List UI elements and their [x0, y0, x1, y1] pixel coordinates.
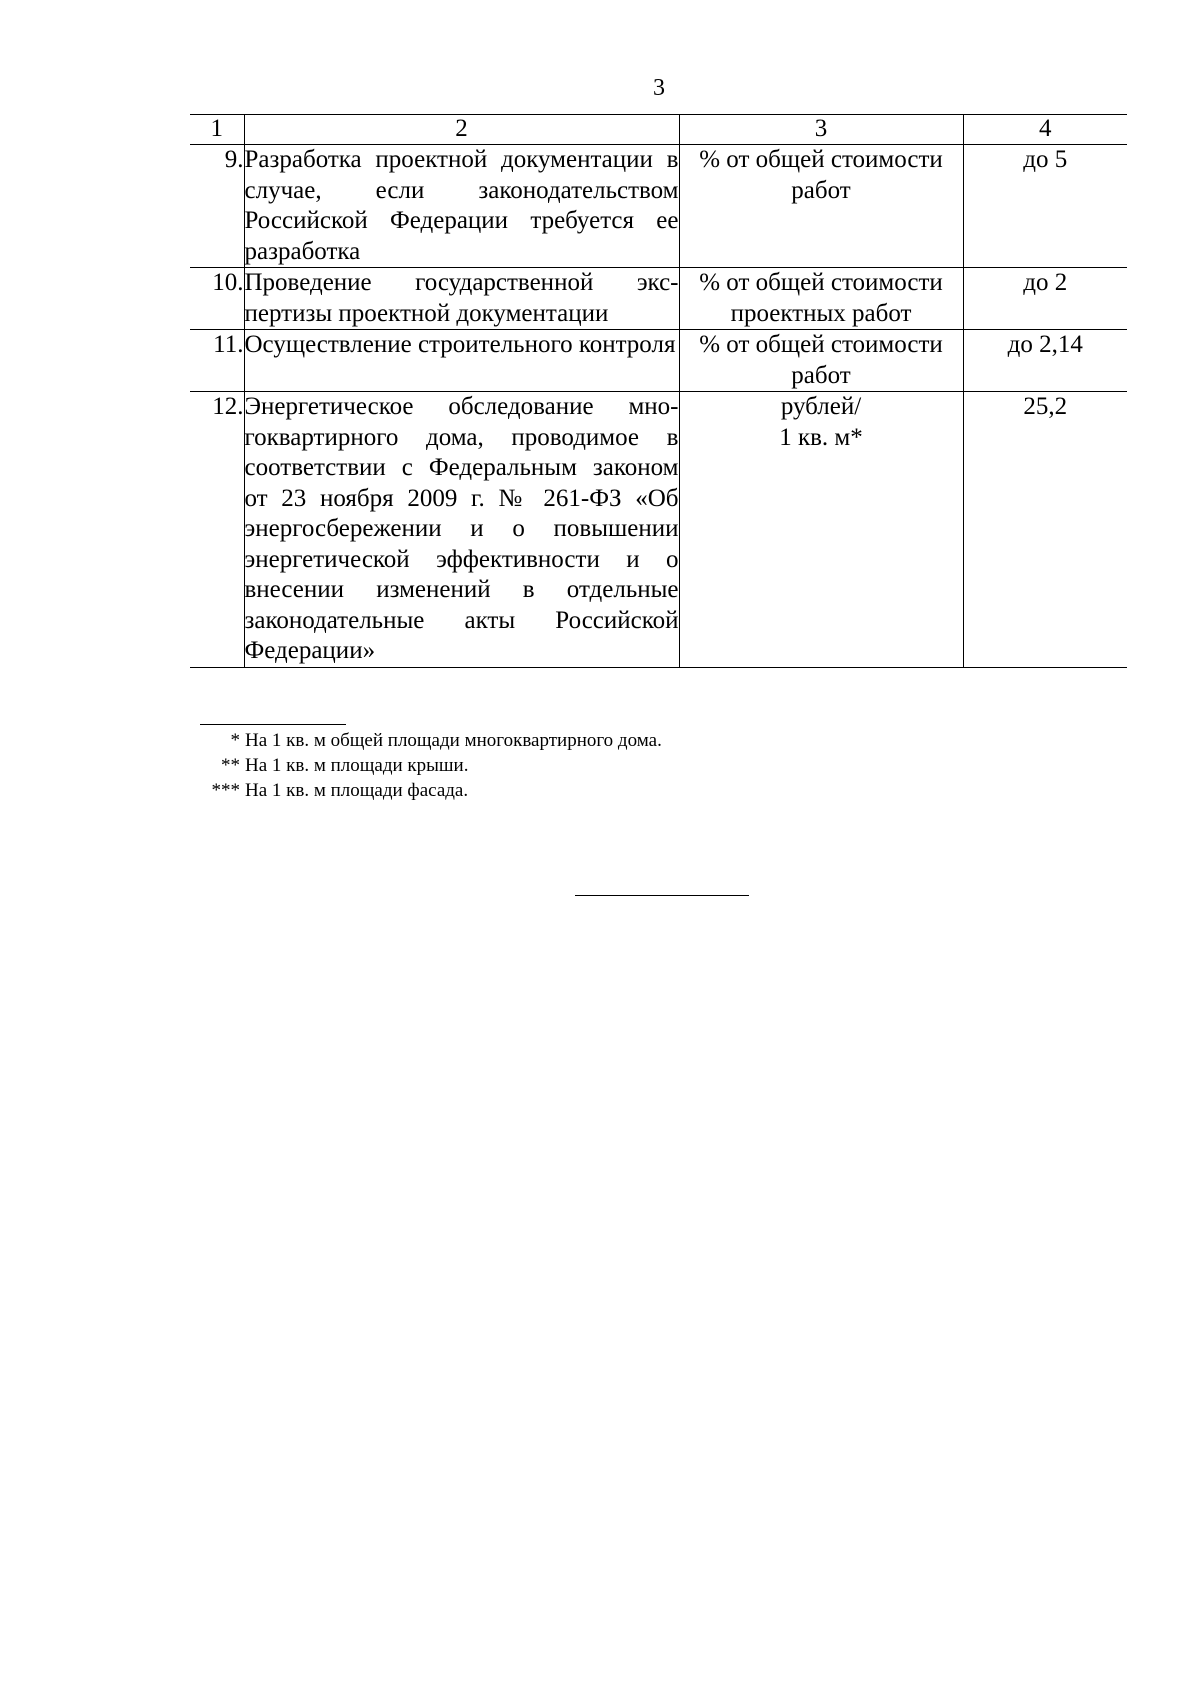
footnote-mark: ** — [221, 755, 240, 776]
row-value: до 5 — [963, 145, 1127, 268]
row-unit-line: рублей/ — [780, 393, 862, 420]
column-value-header: 4 — [963, 115, 1127, 145]
table-row — [190, 330, 1127, 392]
footnote — [200, 728, 662, 753]
rates-table — [190, 114, 1127, 668]
row-unit: % от общей стоимости проектных работ — [679, 268, 963, 330]
table-header — [190, 115, 1127, 145]
document-end-line — [575, 895, 749, 896]
row-name: Осуществление строительного контроля — [244, 330, 679, 392]
column-name-header: 2 — [244, 115, 679, 145]
column-number-header: 1 — [190, 115, 244, 145]
footnote-text: На 1 кв. м площади фасада. — [245, 780, 469, 801]
row-name: Проведение государственной экспертизы проектной документации — [244, 268, 679, 330]
table-body — [190, 145, 1127, 668]
row-value: 25,2 — [963, 392, 1127, 668]
row-number: 12. — [190, 392, 244, 668]
page-number: 3 — [653, 75, 665, 101]
footnote-separator — [200, 724, 346, 725]
row-name: Энергетическое обследование многоквартирного дома, проводимое в соответствии с Федеральным законом от 23 ноября 2009 г. № 261-ФЗ «Об энергосбережении и о повышении энергетической эффективности и о внесении изменений в отдельные законодательные акты Российской Федерации» — [244, 392, 679, 668]
row-value: до 2 — [963, 268, 1127, 330]
table-row — [190, 268, 1127, 330]
footnote-text: На 1 кв. м площади крыши. — [245, 755, 469, 776]
row-number: 9. — [190, 145, 244, 268]
row-number: 11. — [190, 330, 244, 392]
row-unit: % от общей стоимости работ — [679, 145, 963, 268]
row-unit — [679, 392, 963, 668]
column-unit-header: 3 — [679, 115, 963, 145]
row-value: до 2,14 — [963, 330, 1127, 392]
row-name: Разработка проектной документации в случае, если законодательством Российской Федерации требуется ее разработка — [244, 145, 679, 268]
footnote — [200, 753, 662, 778]
row-number: 10. — [190, 268, 244, 330]
table-header-row — [190, 115, 1127, 145]
row-unit-line: 1 кв. м* — [779, 423, 863, 451]
footnote-mark: * — [230, 730, 240, 751]
table-row — [190, 145, 1127, 268]
footnote — [200, 778, 662, 803]
row-unit: % от общей стоимости работ — [679, 330, 963, 392]
footnotes — [200, 728, 662, 803]
table-row — [190, 392, 1127, 668]
footnote-mark: *** — [211, 780, 240, 801]
footnote-text: На 1 кв. м общей площади многоквартирного дома. — [245, 730, 662, 751]
